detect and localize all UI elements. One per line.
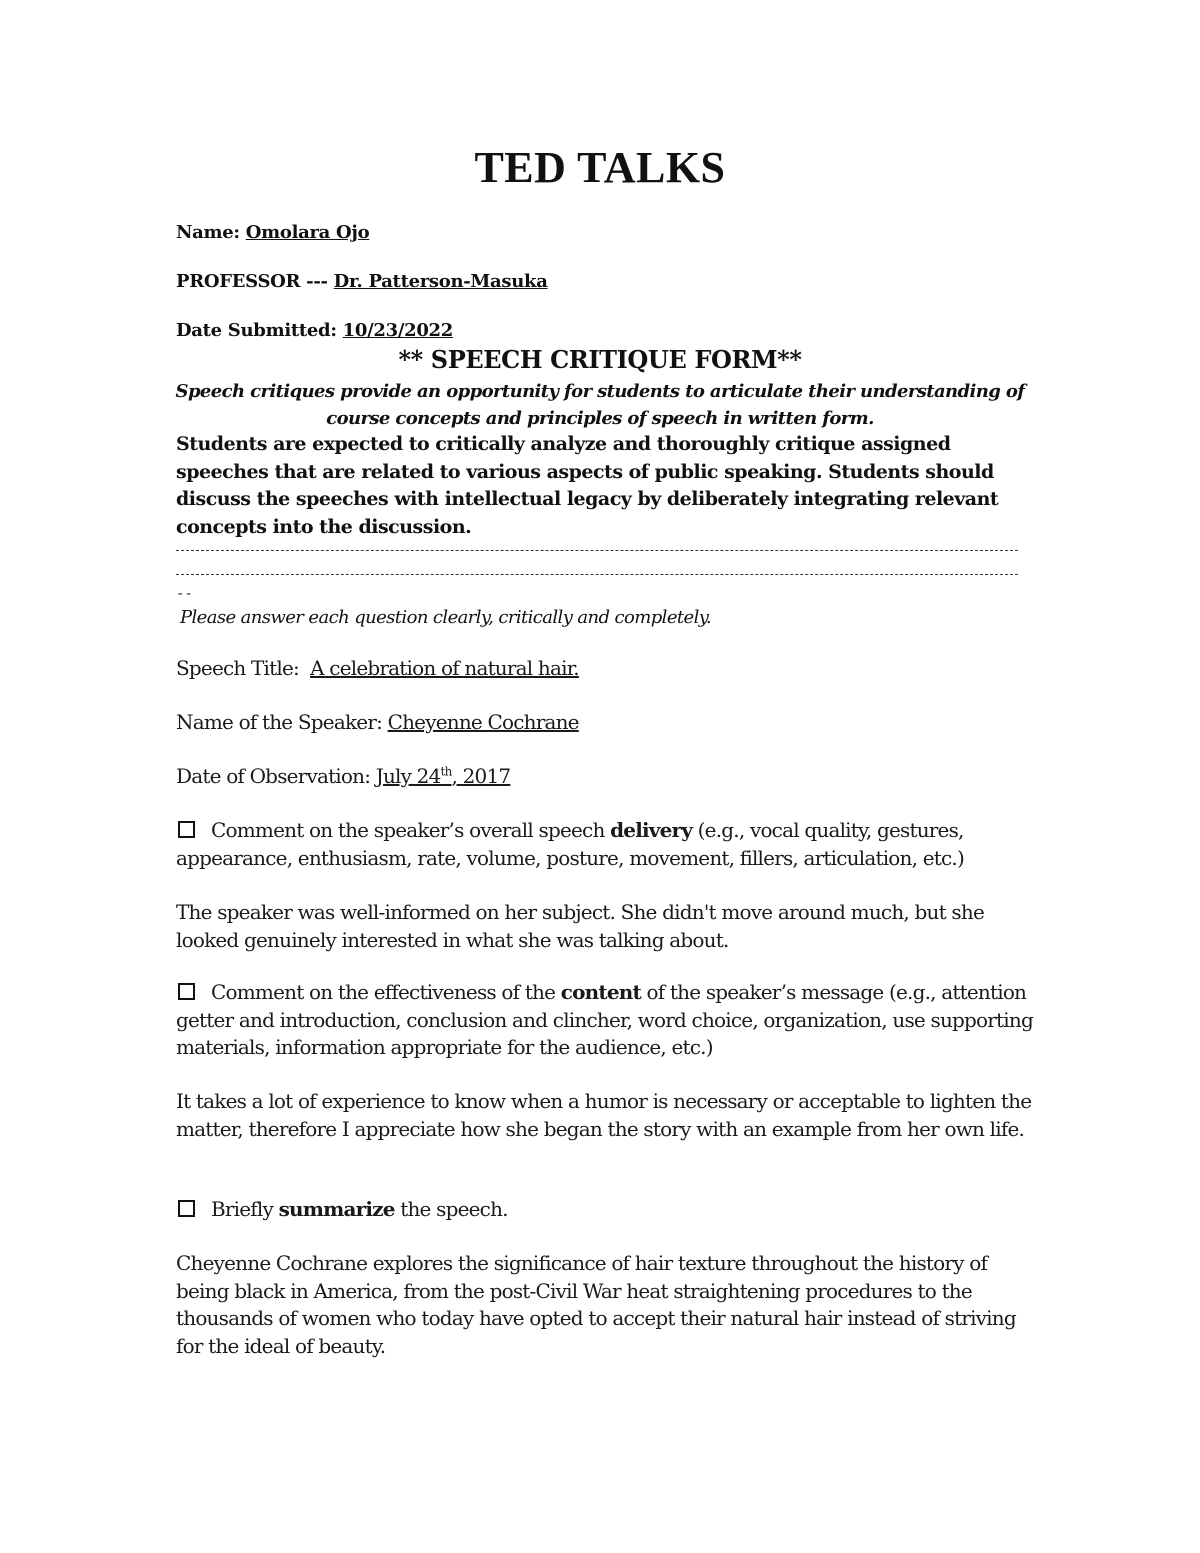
date-submitted-value: 10/23/2022 xyxy=(342,320,454,341)
observation-line xyxy=(176,763,1036,791)
question-content-bold: content xyxy=(560,980,641,1004)
dash-separator xyxy=(176,550,1018,551)
document-title: TED TALKS xyxy=(474,143,726,192)
question-delivery-post: (e.g., vocal quality, gestures, appearance, enthusiasm, rate, volume, posture, movement, fillers, articulation, etc.) xyxy=(176,818,964,870)
form-title: ** SPEECH CRITIQUE FORM** xyxy=(398,345,802,374)
answer-content: It takes a lot of experience to know when a humor is necessary or acceptable to lighten the matter, therefore I appreciate how she began the story with an example from her own life. xyxy=(176,1089,1032,1141)
observation-value-sup: th xyxy=(440,764,452,779)
speech-title-line xyxy=(176,655,1036,683)
speaker-label: Name of the Speaker: xyxy=(176,710,383,734)
date-submitted-line xyxy=(176,320,453,341)
date-submitted-label: Date Submitted: xyxy=(176,320,337,341)
speech-title-value: A celebration of natural hair. xyxy=(310,656,579,680)
name-value: Omolara Ojo xyxy=(245,222,370,243)
observation-value xyxy=(376,764,511,788)
answer-summary: Cheyenne Cochrane explores the significance of hair texture throughout the history of being black in America, from the post-Civil War heat straightening procedures to the thousands of women who today have opted to accept their natural hair instead of striving for the ideal of beauty. xyxy=(176,1251,1016,1358)
professor-label: PROFESSOR --- xyxy=(176,271,328,292)
observation-label: Date of Observation: xyxy=(176,764,371,788)
dash-line-2 xyxy=(176,574,1018,575)
observation-value-date: July 24 xyxy=(375,764,441,788)
professor-line xyxy=(176,271,548,292)
instruction-text: Please answer each question clearly, critically and completely. xyxy=(180,607,712,628)
speaker-line xyxy=(176,709,1036,737)
intro-italic-text: Speech critiques provide an opportunity for students to articulate their understanding of course concepts and principles of speech in written form. xyxy=(175,381,1025,429)
dash-separator-2 xyxy=(176,574,1018,575)
question-summary-pre: Briefly xyxy=(211,1197,273,1221)
speaker-value: Cheyenne Cochrane xyxy=(387,710,579,734)
question-content-pre: Comment on the effectiveness of the xyxy=(211,980,556,1004)
question-delivery-pre: Comment on the speaker’s overall speech xyxy=(211,818,605,842)
question-summary-post: the speech. xyxy=(400,1197,508,1221)
checkbox-icon[interactable] xyxy=(178,821,195,838)
question-delivery-bold: delivery xyxy=(610,818,693,842)
question-content xyxy=(176,979,1036,1062)
observation-value-year: , 2017 xyxy=(451,764,511,788)
checkbox-icon[interactable] xyxy=(178,1200,195,1217)
dash-tail: -- xyxy=(176,586,193,602)
question-delivery xyxy=(176,817,1036,872)
intro-bold-text: Students are expected to critically analyze and thoroughly critique assigned speeches that are related to various aspects of public speaking. Students should discuss the speeches with intellectual legacy by deliberately integrating relevant concepts into the discussion. xyxy=(176,433,999,538)
checkbox-icon[interactable] xyxy=(178,983,195,1000)
question-summary xyxy=(176,1196,1036,1224)
question-content-post: of the speaker’s message (e.g., attention getter and introduction, conclusion and clincher, word choice, organization, use supporting materials, information appropriate for the audience, etc.) xyxy=(176,980,1033,1059)
answer-delivery: The speaker was well-informed on her subject. She didn't move around much, but she looked genuinely interested in what she was talking about. xyxy=(176,900,984,952)
professor-value: Dr. Patterson-Masuka xyxy=(333,271,548,292)
name-label: Name: xyxy=(176,222,240,243)
speech-title-label: Speech Title: xyxy=(176,656,299,680)
dash-line-1 xyxy=(176,550,1018,551)
question-summary-bold: summarize xyxy=(278,1197,395,1221)
name-line xyxy=(176,222,369,243)
